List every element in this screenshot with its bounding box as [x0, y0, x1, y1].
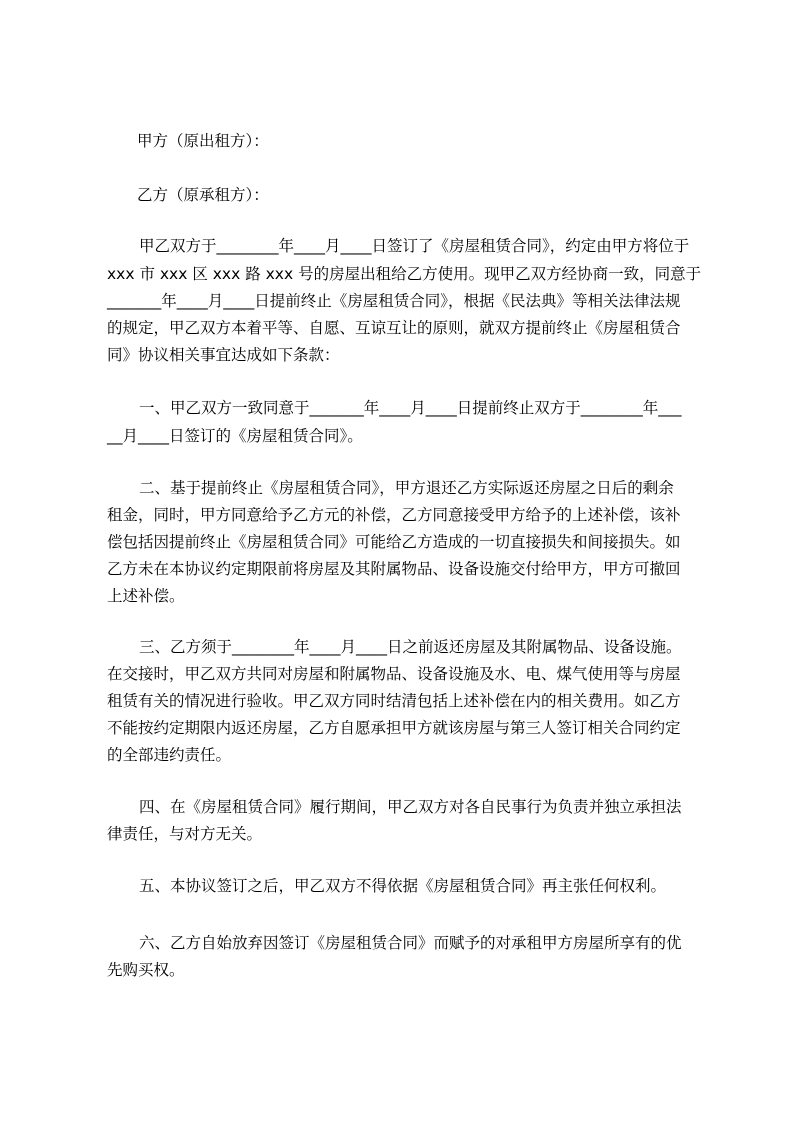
clause-line: 一、甲乙双方一致同意于_______年____月____日提前终止双方于________年___ [139, 399, 682, 417]
clause-line: 不能按约定期限内返还房屋，乙方自愿承担甲方就该房屋与第三人签订相关合同约定 [107, 719, 681, 737]
party-a-line: 甲方（原出租方）： [137, 132, 269, 150]
clause-line: 五、本协议签订之后，甲乙双方不得依据《房屋租赁合同》再主张任何权利。 [139, 877, 667, 895]
preamble-line: xxx 市 xxx 区 xxx 路 xxx 号的房屋出租给乙方使用。现甲乙双方经协商一致，同意于 [107, 265, 702, 283]
preamble-line: _______年____月____日提前终止《房屋租赁合同》，根据《民法典》等相关法律法规 [107, 292, 681, 310]
clause-line: 上述补偿。 [107, 587, 185, 605]
clause-line: 的全部违约责任。 [107, 746, 232, 764]
clause-line: 四、在《房屋租赁合同》履行期间，甲乙双方对各自民事行为负责并独立承担法 [139, 798, 682, 816]
clause-line: 偿包括因提前终止《房屋租赁合同》可能给乙方造成的一切直接损失和间接损失。如 [107, 533, 681, 551]
clause-line: 律责任，与对方无关。 [107, 825, 263, 843]
clause-line: __月____日签订的《房屋租赁合同》。 [107, 427, 363, 445]
clause-line: 在交接时，甲乙双方共同对房屋和附属物品、设备设施及水、电、煤气使用等与房屋 [107, 665, 681, 683]
preamble-line: 甲乙双方于________年____月____日签订了《房屋租赁合同》，约定由甲方将位于 [139, 237, 690, 255]
clause-line: 六、乙方自始放弃因签订《房屋租赁合同》而赋予的对承租甲方房屋所享有的优 [139, 934, 682, 952]
clause-line: 二、基于提前终止《房屋租赁合同》，甲方退还乙方实际返还房屋之日后的剩余 [139, 479, 674, 497]
preamble-line: 同》协议相关事宜达成如下条款： [107, 346, 340, 364]
clause-line: 先购买权。 [107, 961, 185, 979]
clause-line: 乙方未在本协议约定期限前将房屋及其附属物品、设备设施交付给甲方，甲方可撤回 [107, 560, 681, 578]
party-b-line: 乙方（原承租方）： [137, 186, 269, 204]
clause-line: 租金，同时，甲方同意给予乙方元的补偿，乙方同意接受甲方给予的上述补偿，该补 [107, 506, 681, 524]
clause-line: 三、乙方须于________年____月____日之前返还房屋及其附属物品、设备设施。 [139, 638, 682, 656]
clause-line: 租赁有关的情况进行验收。甲乙双方同时结清包括上述补偿在内的相关费用。如乙方 [107, 692, 681, 710]
preamble-line: 的规定，甲乙双方本着平等、自愿、互谅互让的原则，就双方提前终止《房屋租赁合 [107, 319, 681, 337]
